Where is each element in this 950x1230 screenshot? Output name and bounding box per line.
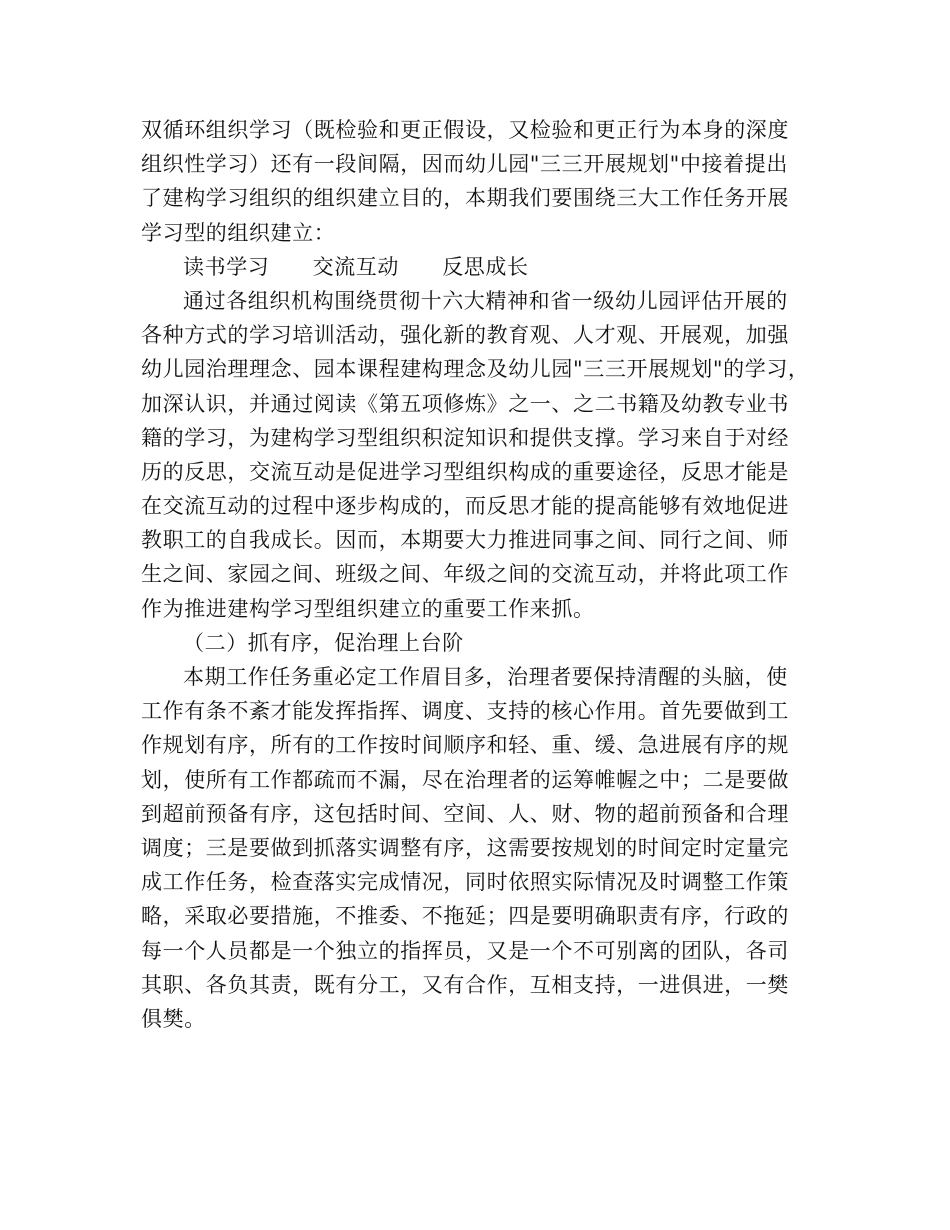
text-line: 学习型的组织建立： — [141, 220, 336, 245]
text-line: 教职工的自我成长。因而，本期要大力推进同事之间、同行之间、师 — [141, 528, 789, 553]
paragraph-start-line: 通过各组织机构围绕贯彻十六大精神和省一级幼儿园评估开展的 — [183, 288, 788, 313]
text-line: 略，采取必要措施，不推委、不拖延；四是要明确职责有序，行政的 — [141, 904, 789, 929]
text-line: 幼儿园治理理念、园本课程建构理念及幼儿园"三三开展规划"的学习， — [141, 357, 810, 382]
text-line: 组织性学习）还有一段间隔，因而幼儿园"三三开展规划"中接着提出 — [141, 152, 788, 177]
text-line: 其职、各负其责，既有分工，又有合作，互相支持，一进俱进，一樊 — [141, 972, 789, 997]
text-line: 划，使所有工作都疏而不漏，尽在治理者的运筹帷幄之中；二是要做 — [141, 767, 789, 792]
text-line: 在交流互动的过程中逐步构成的，而反思才能的提高能够有效地促进 — [141, 494, 789, 519]
section-heading: （二）抓有序，促治理上台阶 — [183, 630, 464, 655]
text-line: 俱樊。 — [141, 1006, 206, 1031]
document-body — [141, 113, 821, 1036]
text-line: 作规划有序，所有的工作按时间顺序和轻、重、缓、急进展有序的规 — [141, 733, 789, 758]
subtopics-line: 读书学习 交流互动 反思成长 — [183, 254, 529, 279]
text-line: 调度；三是要做到抓落实调整有序，这需要按规划的时间定时定量完 — [141, 835, 789, 860]
text-line: 历的反思，交流互动是促进学习型组织构成的重要途径，反思才能是 — [141, 459, 789, 484]
paragraph-start-line: 本期工作任务重必定工作眉目多，治理者要保持清醒的头脑，使 — [183, 665, 788, 689]
text-line: 每一个人员都是一个独立的指挥员，又是一个不可别离的团队，各司 — [141, 938, 789, 963]
text-line: 籍的学习，为建构学习型组织积淀知识和提供支撑。学习来自于对经 — [141, 425, 789, 450]
text-line: 作为推进建构学习型组织建立的重要工作来抓。 — [141, 596, 595, 621]
text-line: 生之间、家园之间、班级之间、年级之间的交流互动，并将此项工作 — [141, 562, 789, 587]
text-line: 各种方式的学习培训活动，强化新的教育观、人才观、开展观，加强 — [141, 323, 789, 348]
text-line: 了建构学习组织的组织建立目的，本期我们要围绕三大工作任务开展 — [141, 186, 789, 211]
text-line: 加深认识，并通过阅读《第五项修炼》之一、之二书籍及幼教专业书 — [141, 391, 789, 416]
text-line: 双循环组织学习（既检验和更正假设，又检验和更正行为本身的深度 — [141, 118, 789, 142]
text-line: 工作有条不紊才能发挥指挥、调度、支持的核心作用。首先要做到工 — [141, 699, 789, 724]
text-line: 到超前预备有序，这包括时间、空间、人、财、物的超前预备和合理 — [141, 801, 789, 826]
text-line: 成工作任务，检查落实完成情况，同时依照实际情况及时调整工作策 — [141, 870, 789, 895]
